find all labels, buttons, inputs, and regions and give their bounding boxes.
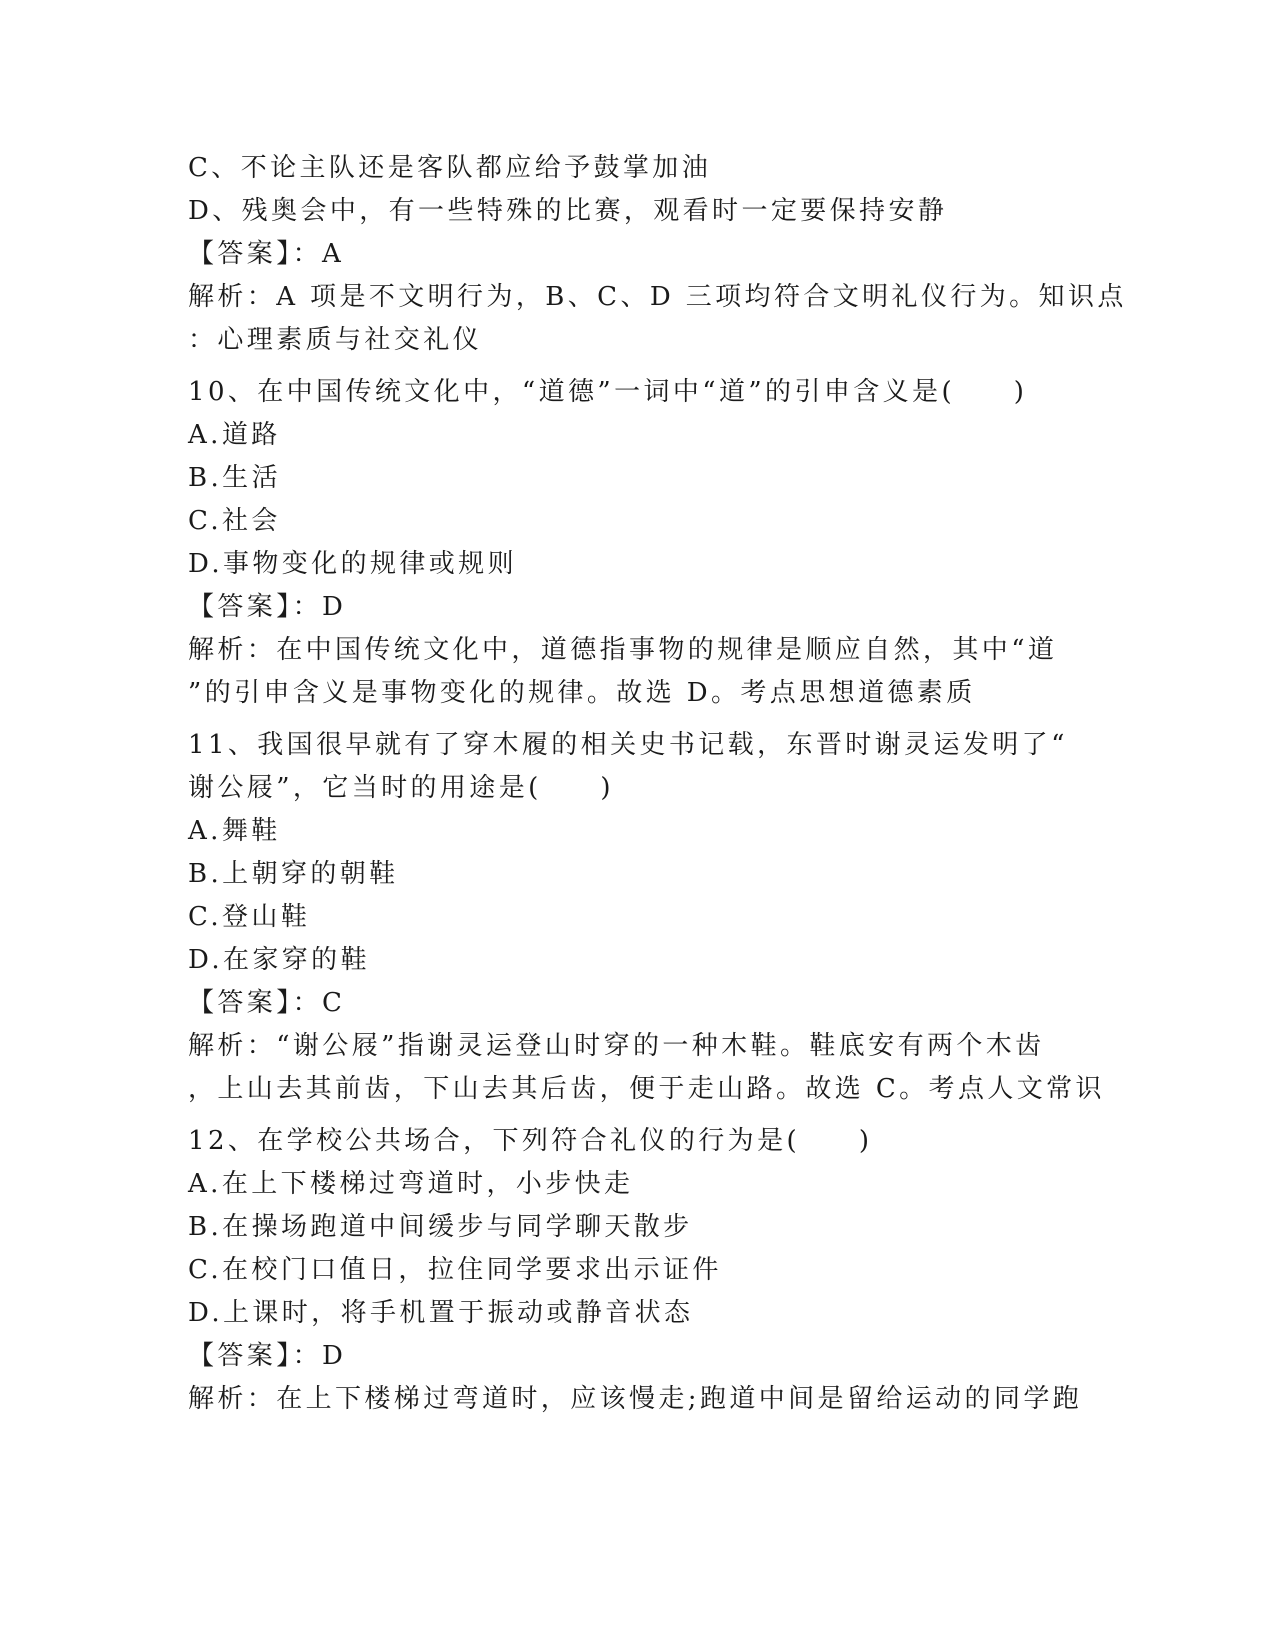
explanation-line-1: 解析：“谢公屐”指谢灵运登山时穿的一种木鞋。鞋底安有两个木齿 <box>188 1031 1045 1061</box>
option-d: D.在家穿的鞋 <box>188 945 370 975</box>
answer: 【答案】：A <box>188 239 345 269</box>
answer: 【答案】：C <box>188 988 346 1018</box>
option-b: B.在操场跑道中间缓步与同学聊天散步 <box>188 1212 693 1242</box>
explanation-line-1: 解析：在上下楼梯过弯道时，应该慢走;跑道中间是留给运动的同学跑 <box>188 1384 1083 1414</box>
question-9-tail <box>188 147 1127 362</box>
option-a: A.在上下楼梯过弯道时，小步快走 <box>188 1169 634 1199</box>
option-d: D、残奥会中，有一些特殊的比赛，观看时一定要保持安静 <box>188 196 948 226</box>
question-11 <box>188 724 1105 1111</box>
explanation-line-2: ，上山去其前齿，下山去其后齿，便于走山路。故选 C。考点人文常识 <box>188 1074 1105 1104</box>
question-text-line-1: 11、我国很早就有了穿木履的相关史书记载，东晋时谢灵运发明了“ <box>188 730 1068 760</box>
option-d: D.事物变化的规律或规则 <box>188 549 517 579</box>
question-text: 10、在中国传统文化中，“道德”一词中“道”的引申含义是( ) <box>188 377 1028 407</box>
explanation-line-2: ”的引申含义是事物变化的规律。故选 D。考点思想道德素质 <box>188 678 976 708</box>
answer: 【答案】：D <box>188 1341 347 1371</box>
explanation-line-1: 解析：A 项是不文明行为，B、C、D 三项均符合文明礼仪行为。知识点 <box>188 282 1127 312</box>
option-c: C.在校门口值日，拉住同学要求出示证件 <box>188 1255 722 1285</box>
question-text: 12、在学校公共场合，下列符合礼仪的行为是( ) <box>188 1126 873 1156</box>
question-10 <box>188 371 1088 715</box>
option-d: D.上课时，将手机置于振动或静音状态 <box>188 1298 694 1328</box>
option-c: C、不论主队还是客队都应给予鼓掌加油 <box>188 153 712 183</box>
option-c: C.登山鞋 <box>188 902 311 932</box>
option-c: C.社会 <box>188 506 281 536</box>
answer: 【答案】：D <box>188 592 347 622</box>
question-12 <box>188 1120 1088 1421</box>
option-a: A.道路 <box>188 420 281 450</box>
explanation-line-1: 解析：在中国传统文化中，道德指事物的规律是顺应自然，其中“道 <box>188 635 1058 665</box>
option-b: B.上朝穿的朝鞋 <box>188 859 399 889</box>
question-text-line-2: 谢公屐”，它当时的用途是( ) <box>188 773 614 803</box>
explanation-line-2: ：心理素质与社交礼仪 <box>188 325 483 355</box>
document-page <box>188 147 1127 1421</box>
option-b: B.生活 <box>188 463 281 493</box>
option-a: A.舞鞋 <box>188 816 281 846</box>
